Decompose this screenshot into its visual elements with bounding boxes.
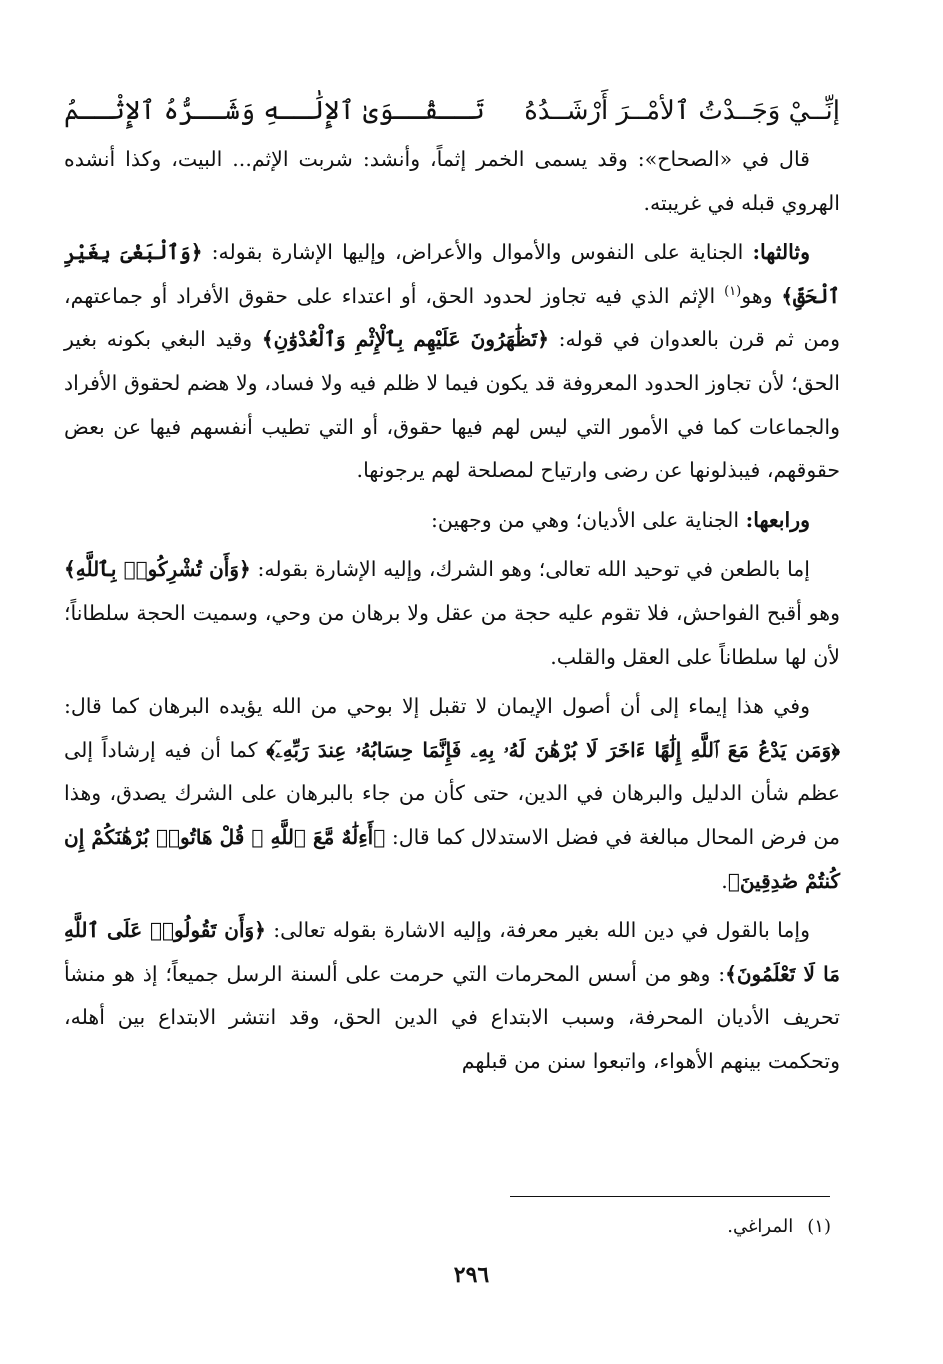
paragraph-text: إما بالطعن في توحيد الله تعالى؛ وهو الشرك، وإليه الإشارة بقوله: (250, 557, 810, 582)
verse-hemistich-left: تَــقْــوَىٰ ٱلإِلَٰــهِ وَشَــرُّهُ ٱلإِثْــمُ (64, 96, 485, 126)
paragraph-text: . (721, 868, 728, 893)
quran-quote: ﴿وَأَن تُشْرِكُوا۟ بِٱللَّهِ﴾ (64, 557, 251, 582)
paragraph-lead: ورابعها: (745, 507, 810, 532)
quran-quote: ﴿وَأَن تَقُولُوا۟ عَلَى ٱللَّهِ مَا لَا تَعْلَمُونَ﴾ (64, 918, 840, 986)
footnote-text: المراغي. (727, 1216, 794, 1237)
paragraph-text: الجناية على النفوس والأموال والأعراض، وإليها الإشارة بقوله: (202, 240, 753, 265)
quran-quote: ﴿أَءِلَٰهٌ مَّعَ ٱللَّهِ ۚ قُلْ هَاتُوا۟ بُرْهَٰنَكُمْ إِن كُنتُمْ صَٰدِقِينَ﴾ (64, 824, 840, 893)
paragraph-text: الجناية على الأديان؛ وهي من وجهين: (430, 507, 746, 532)
paragraph-text: وقيد البغي بكونه بغير الحق؛ لأن تجاوز الحدود المعروفة قد يكون فيما لا ظلم فيه ولا فساد، ولا هضم لحقوق الأفراد والجماعات كما في الأمور التي ليس لهم فيها حقوق، أو التي تطيب أنفسهم فيها عن بعض حقوقهم، فيبذلونها عن رضى وارتياح لمصلحة لهم يرجونها. (64, 327, 840, 483)
paragraph-sihah (64, 138, 840, 225)
page-number: ٢٩٦ (453, 1262, 490, 1288)
paragraph-lead: وثالثها: (752, 240, 810, 265)
paragraph-third (64, 231, 840, 493)
paragraph-text: كما أن فيه إرشاداً إلى عظم شأن الدليل والبرهان في الدين، حتى كأن من جاء بالبرهان على الشرك يصدق، وهذا من فرض المحال مبالغة في فضل الاستدلال كما قال: (64, 737, 840, 849)
page-body (64, 86, 840, 1089)
paragraph-text: قال في «الصحاح»: وقد يسمى الخمر إثماً، وأنشد: شربت الإثم... البيت، وكذا أنشده الهروي قبله في غريبته. (64, 147, 840, 215)
paragraph-burhan (64, 685, 840, 903)
poetry-verse (64, 86, 840, 138)
paragraph-text: : وهو من أسس المحرمات التي حرمت على ألسنة الرسل جميعاً؛ إذ هو منشأ تحريف الأديان المحرفة، وسبب الابتداع في الدين الحق، وقد انتشر الابتداع بين أهله، وتحكمت بينهم الأهواء، واتبعوا سنن من قبلهم (64, 961, 840, 1073)
paragraph-shirk (64, 548, 840, 679)
quran-quote: ﴿تَظَٰهَرُونَ عَلَيْهِم بِٱلْإِثْمِ وَٱلْعُدْوَٰنِ﴾ (261, 327, 549, 352)
footnote-divider (510, 1196, 830, 1197)
paragraph-text: وإما بالقول في دين الله بغير معرفة، وإليه الاشارة بقوله تعالى: (265, 918, 810, 943)
paragraph-text: الإثم الذي فيه تجاوز لحدود الحق، أو اعتداء على حقوق الأفراد أو جماعتهم، ومن ثم قرن بالعدوان في قوله: (64, 283, 840, 352)
footnote-reference[interactable]: (١) (724, 283, 742, 299)
quran-quote: ﴿وَٱلْبَغْىَ بِغَيْرِ ٱلْحَقِّ﴾ (64, 240, 840, 308)
paragraph-text: وفي هذا إيماء إلى أن أصول الإيمان لا تقبل إلا بوحي من الله يؤيده البرهان كما قال: (64, 694, 810, 719)
paragraph-text: وهو أقبح الفواحش، فلا تقوم عليه حجة من عقل ولا برهان من وحي، وسميت الحجة سلطاناً؛ لأن لها سلطاناً على العقل والقلب. (64, 600, 840, 669)
quran-quote: ﴿وَمَن يَدْعُ مَعَ ٱللَّهِ إِلَٰهًا ءَاخَرَ لَا بُرْهَٰنَ لَهُۥ بِهِۦ فَإِنَّمَا حِسَابُهُۥ عِندَ رَبِّهِۦٓ﴾ (266, 737, 840, 762)
paragraph-qawl (64, 909, 840, 1083)
footnote-number: (١) (807, 1216, 831, 1237)
footnote (727, 1212, 831, 1242)
verse-hemistich-right: إنِّــيْ وَجَــدْتُ ٱلأمْــرَ أَرْشَــدُهُ (524, 96, 840, 126)
paragraph-text: وهو (741, 283, 782, 308)
paragraph-fourth (64, 499, 840, 543)
